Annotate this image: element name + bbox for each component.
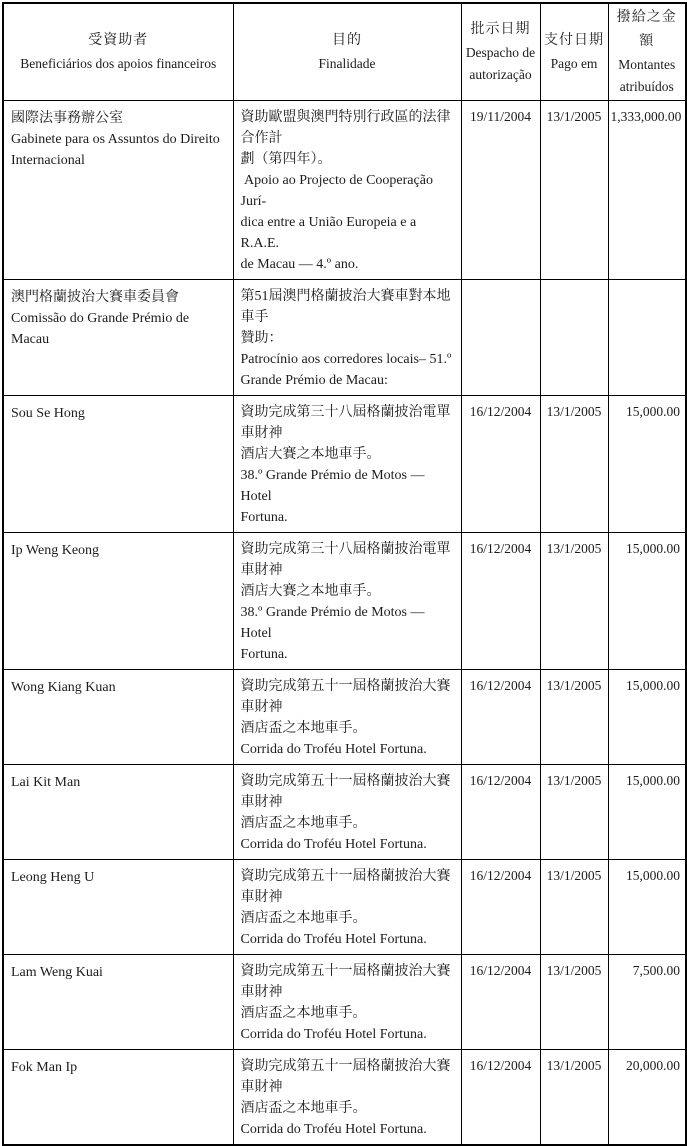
table-row	[3, 533, 686, 670]
purpose-header-zh: 目的	[332, 33, 362, 48]
authorization-header-pt: Despacho de autorização	[465, 45, 536, 82]
payment-date-cell: 13/1/2005	[540, 670, 608, 765]
beneficiary-cell: Leong Heng U	[3, 860, 233, 955]
payment-header-pt: Pago em	[550, 56, 598, 71]
purpose-cell: 資助完成第五十一屆格蘭披治大賽車財神 酒店盃之本地車手。 Corrida do Troféu Hotel Fortuna.	[233, 860, 461, 955]
table-row	[3, 765, 686, 860]
amount-cell: 20,000.00	[608, 1050, 686, 1146]
amount-cell: 15,000.00	[608, 670, 686, 765]
authorization-date-cell: 16/12/2004	[461, 765, 540, 860]
beneficiary-cell: Ip Weng Keong	[3, 533, 233, 670]
purpose-header-pt: Finalidade	[318, 56, 376, 71]
authorization-date-cell	[461, 280, 540, 396]
amount-cell: 15,000.00	[608, 860, 686, 955]
col-header-purpose	[233, 3, 461, 101]
beneficiary-cell: Lam Weng Kuai	[3, 955, 233, 1050]
purpose-cell: 資助完成第三十八屆格蘭披治電單車財神 酒店大賽之本地車手。 38.º Grande Prémio de Motos — Hotel Fortuna.	[233, 396, 461, 533]
amount-cell: 7,500.00	[608, 955, 686, 1050]
beneficiary-cell: Sou Se Hong	[3, 396, 233, 533]
purpose-cell: 資助完成第五十一屆格蘭披治大賽車財神 酒店盃之本地車手。 Corrida do Troféu Hotel Fortuna.	[233, 955, 461, 1050]
table-row	[3, 670, 686, 765]
amount-cell: 1,333,000.00	[608, 101, 686, 280]
purpose-cell: 資助歐盟與澳門特別行政區的法律合作計 劃（第四年）。 Apoio ao Projecto de Cooperação Jurí- dica entre a União Europeia e a R.A.E. de Macau — 4.º ano.	[233, 101, 461, 280]
authorization-header-zh: 批示日期	[470, 22, 531, 37]
col-header-beneficiary	[3, 3, 233, 101]
authorization-date-cell: 16/12/2004	[461, 670, 540, 765]
subsidies-table	[2, 2, 687, 1146]
payment-date-cell: 13/1/2005	[540, 533, 608, 670]
table-row	[3, 955, 686, 1050]
authorization-date-cell: 16/12/2004	[461, 1050, 540, 1146]
col-header-amount	[608, 3, 686, 101]
amount-cell	[608, 280, 686, 396]
payment-date-cell: 13/1/2005	[540, 396, 608, 533]
beneficiary-cell: Wong Kiang Kuan	[3, 670, 233, 765]
header-row	[3, 3, 686, 101]
purpose-cell: 資助完成第五十一屆格蘭披治大賽車財神 酒店盃之本地車手。 Corrida do Troféu Hotel Fortuna.	[233, 670, 461, 765]
beneficiary-header-pt: Beneficiários dos apoios financeiros	[20, 56, 217, 71]
payment-date-cell: 13/1/2005	[540, 765, 608, 860]
authorization-date-cell: 16/12/2004	[461, 533, 540, 670]
authorization-date-cell: 16/12/2004	[461, 860, 540, 955]
amount-header-pt: Montantes atribuídos	[618, 57, 676, 94]
authorization-date-cell: 16/12/2004	[461, 955, 540, 1050]
table-row	[3, 396, 686, 533]
amount-cell: 15,000.00	[608, 396, 686, 533]
beneficiary-cell: Lai Kit Man	[3, 765, 233, 860]
table-row	[3, 101, 686, 280]
beneficiary-header-zh: 受資助者	[88, 33, 149, 48]
col-header-authorization-date	[461, 3, 540, 101]
authorization-date-cell: 16/12/2004	[461, 396, 540, 533]
payment-date-cell	[540, 280, 608, 396]
purpose-cell: 第51屆澳門格蘭披治大賽車對本地車手 贊助： Patrocínio aos corredores locais– 51.º Grande Prémio de Macau:	[233, 280, 461, 396]
payment-date-cell: 13/1/2005	[540, 101, 608, 280]
table-row	[3, 1050, 686, 1146]
col-header-payment-date	[540, 3, 608, 101]
purpose-cell: 資助完成第三十八屆格蘭披治電單車財神 酒店大賽之本地車手。 38.º Grande Prémio de Motos — Hotel Fortuna.	[233, 533, 461, 670]
purpose-cell: 資助完成第五十一屆格蘭披治大賽車財神 酒店盃之本地車手。 Corrida do Troféu Hotel Fortuna.	[233, 1050, 461, 1146]
table-row	[3, 860, 686, 955]
amount-cell: 15,000.00	[608, 765, 686, 860]
beneficiary-cell: 澳門格蘭披治大賽車委員會 Comissão do Grande Prémio de Macau	[3, 280, 233, 396]
amount-cell: 15,000.00	[608, 533, 686, 670]
purpose-cell: 資助完成第五十一屆格蘭披治大賽車財神 酒店盃之本地車手。 Corrida do Troféu Hotel Fortuna.	[233, 765, 461, 860]
table-body	[3, 101, 686, 1146]
payment-header-zh: 支付日期	[544, 33, 604, 48]
payment-date-cell: 13/1/2005	[540, 955, 608, 1050]
table-row	[3, 280, 686, 396]
payment-date-cell: 13/1/2005	[540, 1050, 608, 1146]
authorization-date-cell: 19/11/2004	[461, 101, 540, 280]
beneficiary-cell: Fok Man Ip	[3, 1050, 233, 1146]
amount-header-zh: 撥給之金額	[616, 10, 677, 49]
beneficiary-cell: 國際法事務辦公室 Gabinete para os Assuntos do Direito Internacional	[3, 101, 233, 280]
payment-date-cell: 13/1/2005	[540, 860, 608, 955]
